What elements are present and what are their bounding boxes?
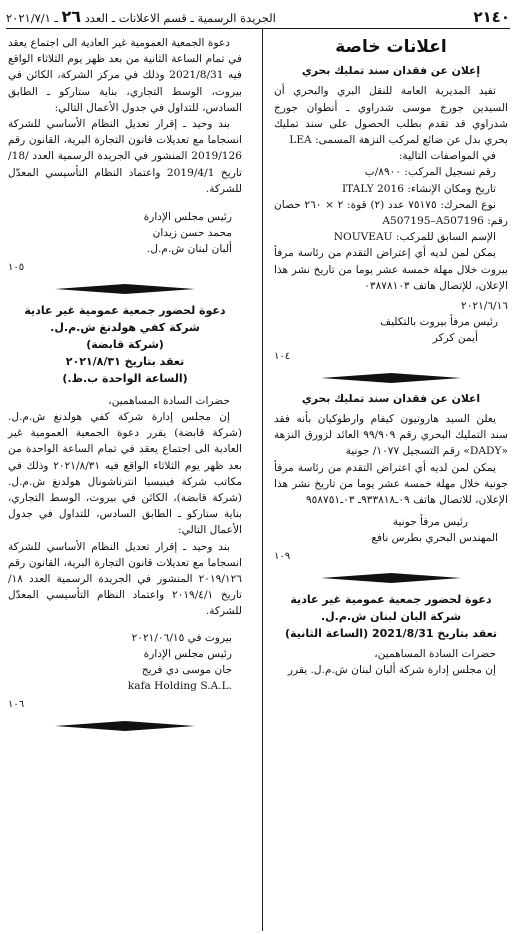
ad3-cont-body: دعوة الجمعية العمومية غير العادية الى اجتماع يعقد في تمام الساعة الثانية من بعد ظهر يوم الثلاثاء الواقع فيه 2021/8/31 وذلك في مركز الشركة، الكائن في بيروت، الوسط التجاري، بناية ستاركو ـ الطابق السادس، للتداول في جدول الأعمال التالي: (8, 37, 242, 114)
ad1-made: تاريخ ومكان الإنشاء: ITALY 2016 (342, 182, 496, 195)
ad2-sign2: المهندس البحري بطرس نافع (371, 532, 498, 545)
ad3-cont-sign3: ألبان لبنان ش.م.ل. (146, 243, 232, 256)
ad2-title: اعلان عن فقدان سند تمليك بحري (301, 391, 481, 405)
ad1-date: ٢٠٢١/٦/١٦ (461, 300, 508, 313)
ad2-objection: يمكن لمن لديه أي اعتراض التقدم من رئاسة مرفأ جونية خلال مهلة خمسة عشر يوما من تاريخ نشر هذا الإعلان، للاتصال هاتف ٠٩ـ٩٣٣٨١٨ـ ٠٣ـ٩٥٨٧٥١ (274, 461, 508, 507)
ad2-sign1: رئيس مرفأ جونية (392, 516, 468, 529)
section-title: اعلانات خاصة (335, 37, 447, 57)
ad1-specs-label: في المواصفات التالية: (398, 150, 496, 163)
ad3-title3: تعقد بتاريخ 2021/8/31 (الساعة الثانية) (285, 626, 497, 640)
ad3-title1: دعوة لحضور جمعية عمومية غير عادية (290, 592, 492, 606)
issue-number: ٢٦ (61, 7, 82, 26)
column-separator (262, 29, 263, 931)
ad3-cont-item: بند وحيد ـ إقرار تعديل النظام الأساسي للشركة انسجاما مع تعديلات قانون التجارة البرية، القانون رقم 2019/126 المنشور في الجريدة الرسمية العدد /18/ تاريخ 2019/4/1 واعتماد النظام التأسيسي المعدّل للشركة. (8, 118, 242, 195)
divider (274, 371, 508, 385)
ad4-date: بيروت في ٢٠٢١/٠٦/١٥ (131, 631, 232, 644)
ad3-cont-sign2: محمد حسن زيدان (152, 227, 232, 240)
ad1-sign1: رئيس مرفأ بيروت بالتكليف (380, 316, 498, 329)
ad3-title2: شركة البان لبنان ش.م.ل. (320, 609, 462, 623)
ad1-prev-name: الإسم السابق للمركب: NOUVEAU (333, 231, 496, 244)
ad1-title: إعلان عن فقدان سند تمليك بحري (301, 64, 481, 78)
ad1-reg: رقم تسجيل المركب: ٨٩٠٠/ب (364, 166, 496, 179)
ad1-body: تفيد المديرية العامة للنقل البري والبحري أن السيدين جورج موسى شدراوي ـ أنطوان جورج شدراوي قد تقدم بطلب الحصول على سند تمليك بحري بدل عن ضائع لمركب النزهة المسمى: LEA (274, 85, 508, 147)
ad4-number: ١٠٦ (8, 698, 25, 710)
ad1-number: ١٠٤ (274, 350, 291, 362)
ad2-number: ١٠٩ (274, 550, 291, 562)
ad4-sign2: جان موسى دي فريج (141, 664, 232, 677)
ad3-greeting: حضرات السادة المساهمين، (374, 647, 496, 660)
ad4-title1: دعوة لحضور جمعية عمومية غير عادية (24, 303, 226, 317)
ad2-body: يعلن السيد هاروتيون كيفام وارطوكيان بأنه فقد سند التمليك البحري رقم ٩٩/٩٠٩ العائد لزورق النزهة «DADY» رقم التسجيل ١٠٧٧/ جونية (274, 413, 508, 458)
divider (8, 719, 242, 733)
ad4-title5: (الساعة الواحدة ب.ظ.) (62, 371, 188, 385)
divider (274, 571, 508, 585)
ad3-cont-sign1: رئيس مجلس الإدارة (143, 211, 232, 224)
page-header (6, 6, 510, 29)
page-number: ٢١٤٠ (473, 8, 510, 26)
ad3-number: ١٠٥ (8, 261, 25, 273)
header-date: ـ ٢٠٢١/٧/١ (6, 11, 58, 25)
ad4-greeting: حضرات السادة المساهمين، (108, 394, 230, 407)
ad4-item: بند وحيد ـ إقرار تعديل النظام الأساسي للشركة انسجاما مع تعديلات قانون التجارة البرية، القانون رقم ٢٠١٩/١٢٦ المنشور في الجريدة الرسمية العدد ١٨/ تاريخ ٢٠١٩/٤/١ واعتماد النظام التأسيسي المعدّل للشركة. (8, 540, 243, 618)
ad1-sign2: أيمن كركر (432, 332, 478, 345)
left-column (6, 29, 248, 931)
header-prefix: الجريدة الرسمية ـ قسم الاعلانات ـ العدد (84, 11, 276, 25)
header-info (6, 7, 276, 26)
ad4-title2: شركة كفي هولدنغ ش.م.ل. (50, 320, 200, 334)
ad4-title3: (شركة قابضة) (86, 337, 164, 351)
ad1-objection: يمكن لمن لديه أي إعتراض التقدم من رئاسة مرفأ بيروت خلال مهلة خمسة عشر يوما من تاريخ نشر هذا الإعلان، للإتصال هاتف ٠٣٨٧٨١٠٣ (274, 247, 508, 292)
divider (8, 282, 242, 296)
ad4-sign1: رئيس مجلس الإدارة (143, 647, 232, 660)
ad4-title4: تعقد بتاريخ ٢٠٢١/٨/٣١ (65, 354, 185, 368)
ad4-sign3: kafa Holding S.A.L. (127, 680, 232, 693)
ad4-body: إن مجلس إدارة شركة كفي هولدنغ ش.م.ل. (شركة قابضة) يقرر دعوة الجمعية العمومية غير العادية الى اجتماع يعقد في تمام الساعة الواحدة من بعد ظهر يوم الثلاثاء الواقع فيه ٢٠٢١/٨/٣١ وذلك في مكاتب شركة فينيسيا انترناشونال هولدنغ ش.م.ل. (شركة قابضة)، الكائن في بيروت، الوسط التجاري، بناية ستاركو ـ الطابق السادس، للتداول في جدول الأعمال التالي: (8, 411, 242, 537)
columns (6, 29, 510, 931)
ad3-body: إن مجلس إدارة شركة ألبان لبنان ش.م.ل. يقرر (287, 664, 496, 677)
ad1-engine: نوع المحرك: ٧٥١٧٥ عدد (٢) قوة: ٢ × ٢٦٠ حصان رقم: A507195–A507196 (274, 198, 508, 228)
right-column (268, 29, 510, 931)
